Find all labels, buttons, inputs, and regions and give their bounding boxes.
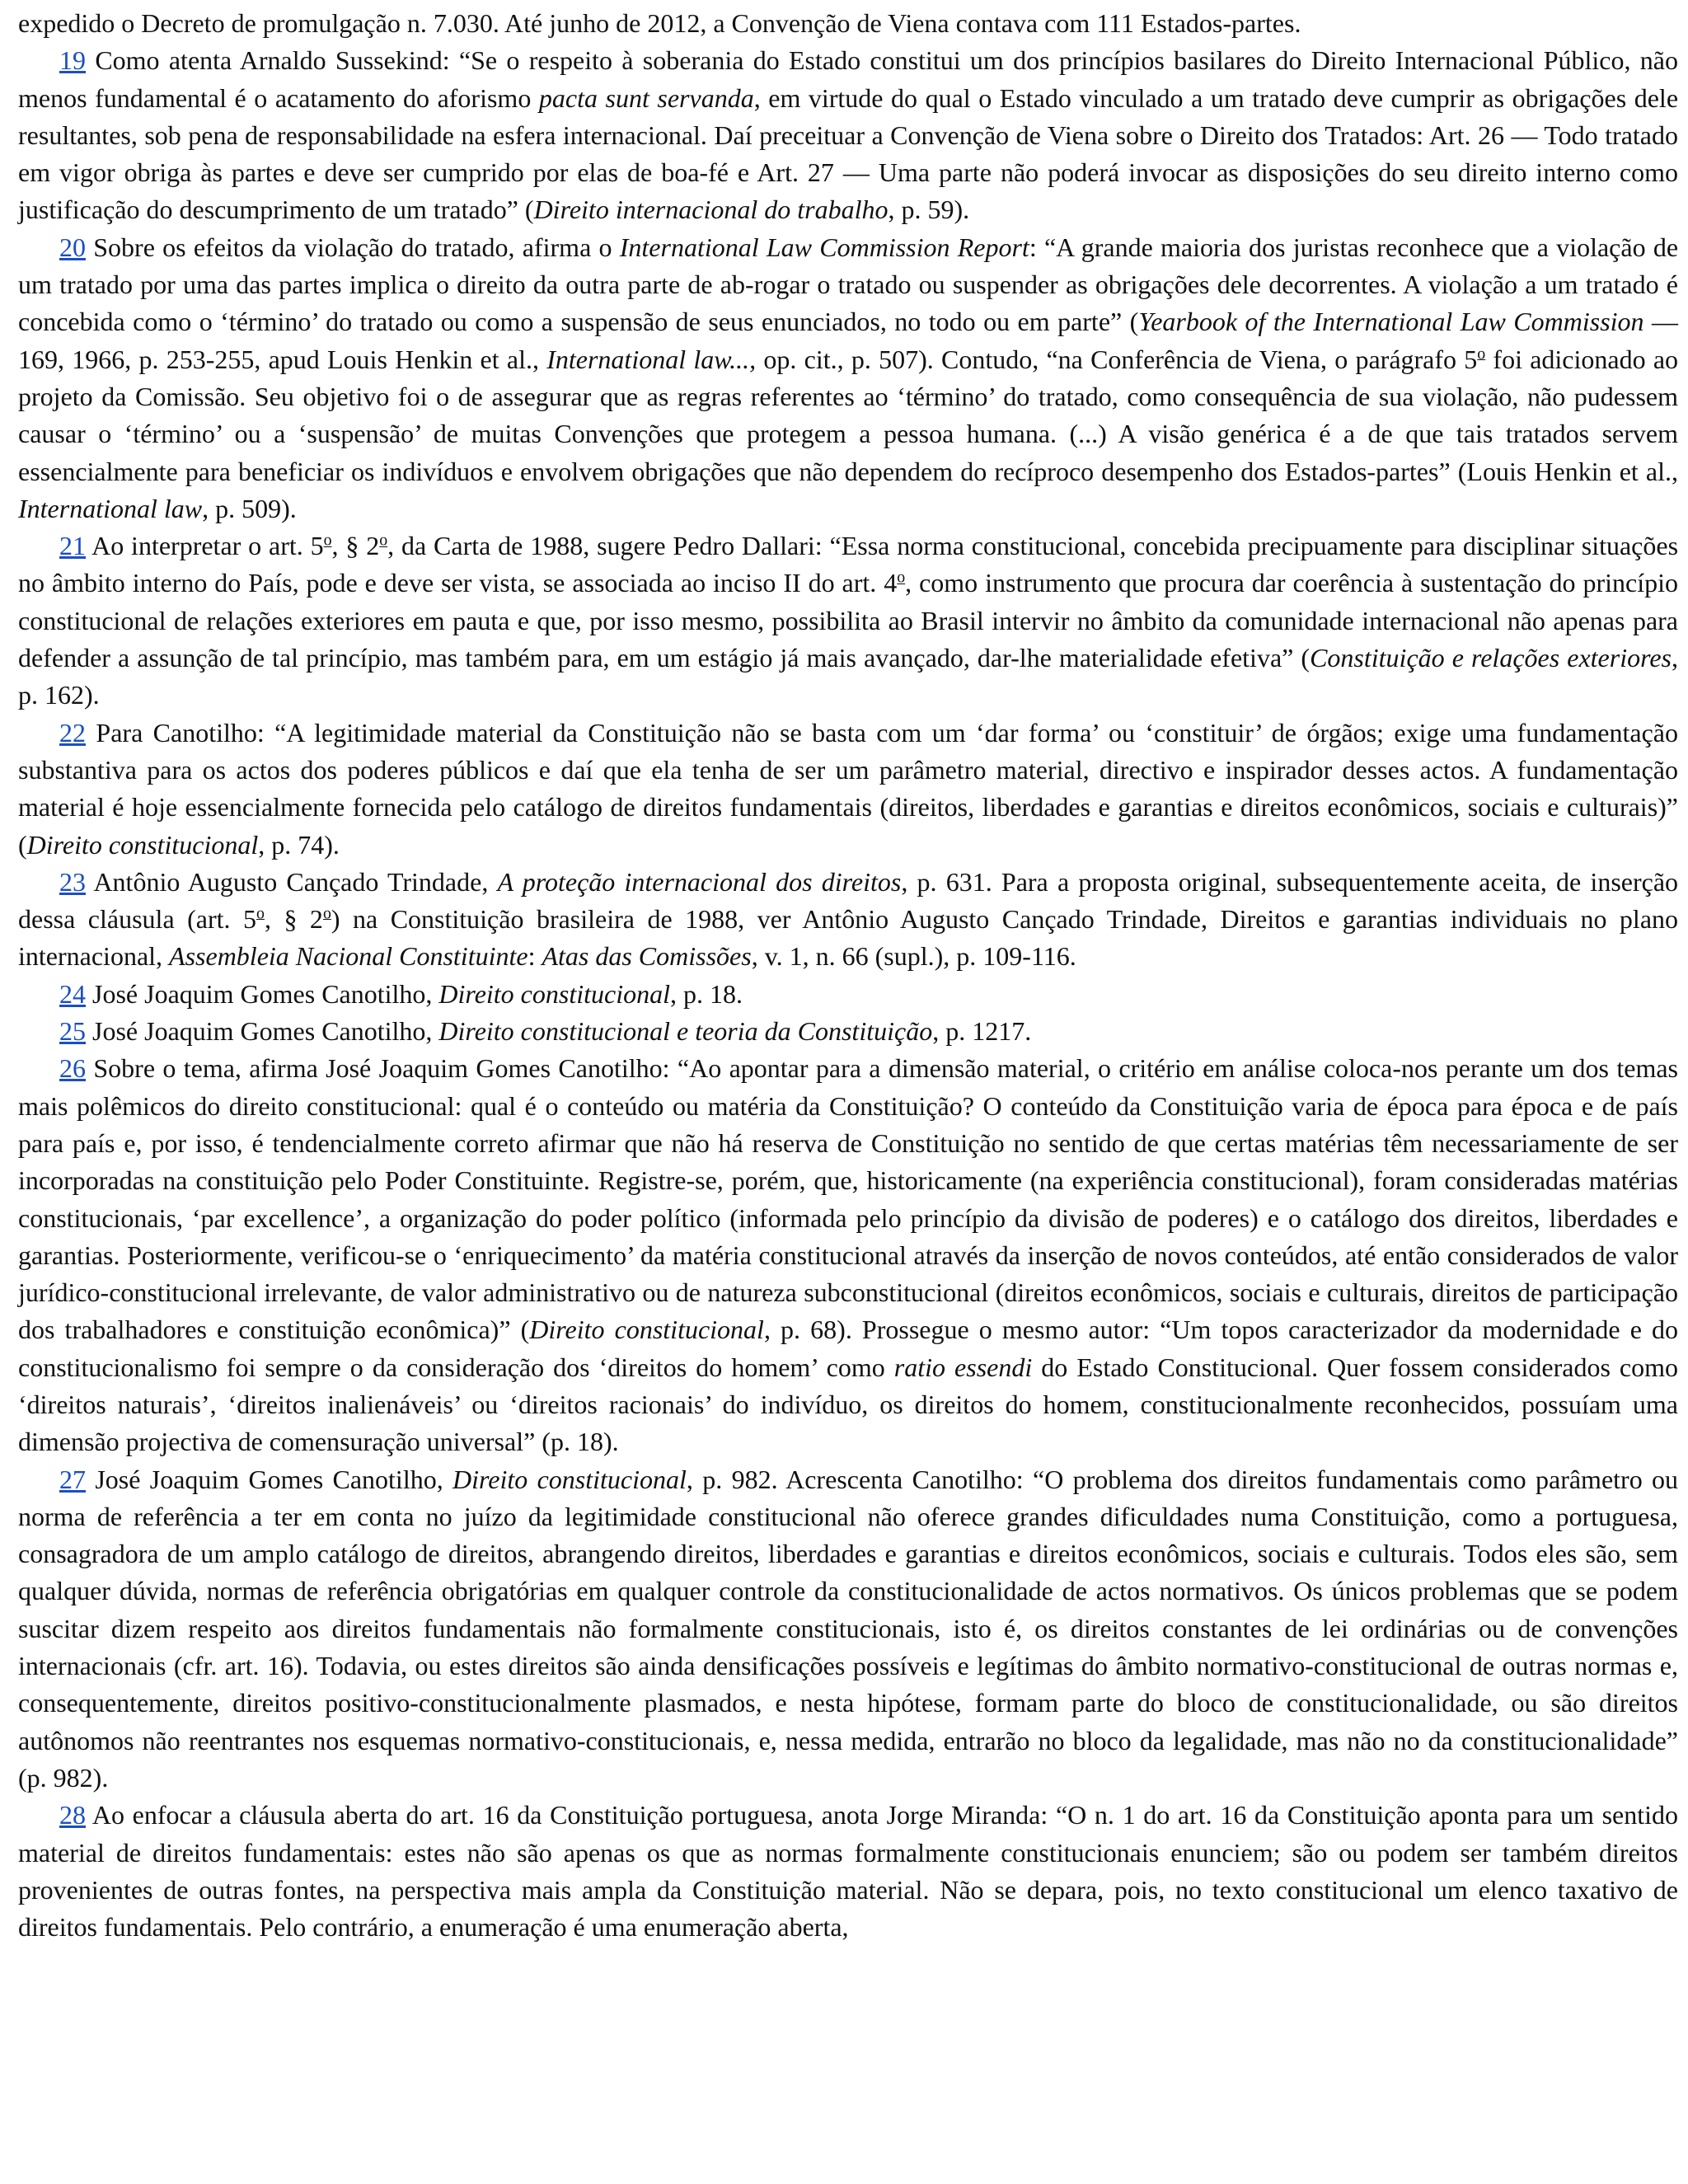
italic-text: International Law Commission Report — [619, 232, 1029, 262]
italic-text: Atas das Comissões — [542, 941, 752, 972]
footnote-22 — [18, 715, 1678, 864]
footnote-text: , v. 1, n. 66 (supl.), p. 109-116. — [751, 941, 1076, 972]
footnote-28 — [18, 1797, 1678, 1946]
footnote-text: , p. 631. Para a proposta original, subsequentemente aceita, de inserção dessa cláusula (art. 5 — [18, 866, 1679, 935]
footnote-text: ) na Constituição brasileira de 1988, ver Antônio Augusto Cançado Trindade, Direitos e garantias individuais no plano internacional, — [18, 904, 1679, 972]
footnote-text: , p. 59). — [888, 194, 970, 225]
footnote-20 — [18, 229, 1678, 527]
footnote-text: foi adicionado ao projeto da Comissão. Seu objetivo foi o de assegurar que as regras referentes ao ‘término’ do tratado, como consequência de sua violação, não pudessem causar o ‘término’ ou a ‘suspensão’ de muitas Convenções que protegem a pessoa humana. (...) A visão genérica é a de que tais tratados servem essencialmente para beneficiar os indivíduos e envolvem obrigações que não dependem do recíproco desempenho dos Estados-partes” (Louis Henkin et al., — [18, 344, 1679, 486]
footnote-24 — [18, 976, 1678, 1013]
footnote-ref-link[interactable]: 22 — [59, 717, 86, 748]
footnote-text: , § 2 — [331, 531, 380, 561]
footnote-text: , em virtude do qual o Estado vinculado a um tratado deve cumprir as obrigações dele resultantes, sob pena de responsabilidade na esfera internacional. Daí preceituar a Convenção de Viena sobre o Direito dos Tratados: Art. 26 — Todo tratado em vigor obriga às partes e deve ser cumprido por elas de boa-fé e Art. 27 — Uma parte não poderá invocar as disposições do seu direito interno como justificação do descumprimento de um tratado” ( — [18, 82, 1679, 225]
footnote-27 — [18, 1461, 1678, 1797]
italic-text: Yearbook of the International Law Commission — [1138, 307, 1644, 337]
footnote-text: — 169, 1966, p. 253-255, apud Louis Henkin et al., — [18, 307, 1679, 374]
italic-text: Direito constitucional — [26, 829, 259, 860]
italic-text: Direito constitucional e teoria da Constituição — [438, 1016, 933, 1047]
footnote-25 — [18, 1013, 1678, 1050]
italic-text: International law..., — [546, 344, 757, 374]
italic-text: Direito constitucional — [452, 1464, 687, 1494]
italic-text: A proteção internacional dos direitos — [497, 866, 902, 897]
footnote-text: Ao interpretar o art. 5 — [91, 531, 324, 561]
ordinal-mark: o — [323, 531, 332, 550]
footnote-text: Sobre os efeitos da violação do tratado, afirma o — [93, 232, 620, 262]
footnote-text: : “A grande maioria dos juristas reconhece que a violação de um tratado por uma das partes implica o direito da outra parte de ab-rogar o tratado ou suspender as obrigações dele decorrentes. A violação a um tratado é concebida como o ‘término’ do tratado ou como a suspensão de seus enunciados, no todo ou em parte” ( — [18, 232, 1679, 337]
footnote-ref-link[interactable]: 20 — [59, 232, 86, 262]
footnote-text: Como atenta Arnaldo Sussekind: “Se o respeito à soberania do Estado constitui um dos princípios basilares do Direito Internacional Público, não menos fundamental é o acatamento do aforismo — [18, 45, 1679, 113]
footnote-ref-link[interactable]: 25 — [59, 1016, 86, 1047]
footnote-ref-link[interactable]: 23 — [59, 866, 86, 897]
footnote-text: do Estado Constitucional. Quer fossem considerados como ‘direitos naturais’, ‘direitos inalienáveis’ ou ‘direitos racionais’ do indivíduo, os direitos do homem, constitucionalmente reconhecidos, possuíam uma dimensão projectiva de comensuração universal” (p. 18). — [18, 1352, 1679, 1457]
ordinal-mark: o — [379, 531, 388, 550]
footnote-ref-link[interactable]: 19 — [59, 45, 86, 76]
footnote-text: , p. 162). — [18, 643, 1679, 710]
footnote-text: Antônio Augusto Cançado Trindade, — [93, 866, 498, 897]
italic-text: ratio essendi — [893, 1352, 1033, 1382]
continuation-text: expedido o Decreto de promulgação n. 7.030. Até junho de 2012, a Convenção de Viena contava com 111 Estados-partes. — [18, 8, 1301, 38]
italic-text: Direito constitucional — [529, 1315, 764, 1345]
footnote-text: José Joaquim Gomes Canotilho, — [95, 1464, 453, 1494]
italic-text: pacta sunt servanda — [538, 82, 754, 113]
footnote-text: José Joaquim Gomes Canotilho, — [92, 978, 439, 1009]
italic-text: Direito internacional do trabalho — [533, 194, 889, 225]
italic-text: International law — [18, 493, 203, 523]
footnote-ref-link[interactable]: 28 — [59, 1800, 86, 1830]
footnote-text: , p. 18. — [669, 978, 743, 1009]
footnote-26 — [18, 1050, 1678, 1460]
footnote-23 — [18, 864, 1678, 976]
ordinal-mark: o — [256, 904, 265, 923]
footnotes-list — [18, 42, 1678, 1946]
footnote-text: , como instrumento que procura dar coerência à sustentação do princípio constitucional de relações exteriores em pauta e que, por isso mesmo, possibilita ao Brasil intervir no âmbito da comunidade internacional não apenas para defender a assunção de tal princípio, mas também para, em um estágio já mais avançado, dar-lhe materialidade efetiva” ( — [18, 568, 1679, 673]
footnote-text: , da Carta de 1988, sugere Pedro Dallari: “Essa norma constitucional, concebida precipuamente para disciplinar situações no âmbito interno do País, pode e deve ser vista, se associada ao inciso II do art. 4 — [18, 531, 1679, 598]
footnote-21 — [18, 527, 1678, 714]
footnote-ref-link[interactable]: 27 — [59, 1464, 86, 1494]
footnote-text: , p. 509). — [202, 493, 297, 523]
footnote-text: , p. 74). — [258, 829, 340, 860]
footnote-text: , p. 68). Prossegue o mesmo autor: “Um topos caracterizador da modernidade e do constitucionalismo foi sempre o da consideração dos ‘direitos do homem’ como — [18, 1315, 1679, 1382]
ordinal-mark: o — [322, 904, 331, 923]
footnote-text: Sobre o tema, afirma José Joaquim Gomes Canotilho: “Ao apontar para a dimensão material, o critério em análise coloca-nos perante um dos temas mais polêmicos do direito constitucional: qual é o conteúdo ou matéria da Constituição? O conteúdo da Constituição varia de época para época e de país para país e, por isso, é tendencialmente correto afirmar que não há reserva de Constituição no sentido de que certas matérias têm necessariamente de ser incorporadas na constituição pelo Poder Constituinte. Registre-se, porém, que, historicamente (na experiência constitucional), foram consideradas matérias constitucionais, ‘par excellence’, a organização do poder político (informada pelo princípio da divisão de poderes) e o catálogo dos direitos, liberdades e garantias. Posteriormente, verificou-se o ‘enriquecimento’ da matéria constitucional através da inserção de novos conteúdos, até então considerados de valor jurídico-constitucional irrelevante, de valor administrativo ou de natureza subconstitucional (direitos econômicos, sociais e culturais, direitos de participação dos trabalhadores e constituição econômica)” ( — [18, 1053, 1678, 1345]
footnote-text: José Joaquim Gomes Canotilho, — [92, 1016, 439, 1047]
ordinal-mark: o — [1477, 344, 1486, 363]
footnote-text: op. cit., p. 507). Contudo, “na Conferência de Viena, o parágrafo 5 — [756, 344, 1478, 374]
footnote-ref-link[interactable]: 24 — [59, 978, 86, 1009]
footnote-text: , p. 1217. — [932, 1016, 1032, 1047]
footnote-text: , p. 982. Acrescenta Canotilho: “O problema dos direitos fundamentais como parâmetro ou norma de referência a ter em conta no juízo da legitimidade constitucional não oferece grandes dificuldades numa Constituição, como a portuguesa, consagradora de um amplo catálogo de direitos, abrangendo direitos, liberdades e garantias e direitos econômicos, sociais e culturais. Todos eles são, sem qualquer dúvida, normas de referência obrigatórias em qualquer controle da constitucionalidade de actos normativos. Os únicos problemas que se podem suscitar dizem respeito aos direitos fundamentais não formalmente constitucionais, isto é, os direitos constantes de lei ordinárias ou de convenções internacionais (cfr. art. 16). Todavia, ou estes direitos são ainda densificações possíveis e legítimas do âmbito normativo-constitucional de outras normas e, consequentemente, direitos positivo-constitucionalmente plasmados, e nesta hipótese, formam parte do bloco de constitucionalidade, ou são direitos autônomos não reentrantes nos esquemas normativo-constitucionais, e, nessa medida, entrarão no bloco da legalidade, mas não no da constitucionalidade” (p. 982). — [18, 1464, 1679, 1793]
italic-text: Assembleia Nacional Constituinte — [169, 941, 528, 972]
footnote-ref-link[interactable]: 26 — [59, 1053, 86, 1084]
footnote-ref-link[interactable]: 21 — [59, 531, 86, 561]
italic-text: Direito constitucional — [438, 978, 670, 1009]
footnote-19 — [18, 42, 1678, 228]
ordinal-mark: o — [897, 568, 906, 587]
italic-text: Constituição e relações exteriores — [1310, 643, 1672, 673]
footnote-text: , § 2 — [264, 904, 323, 935]
footnote-text: Ao enfocar a cláusula aberta do art. 16 da Constituição portuguesa, anota Jorge Miranda: “O n. 1 do art. 16 da Constituição aponta para um sentido material de direitos fundamentais: estes não são apenas os que as normas formalmente constitucionais enunciem; são ou podem ser também direitos provenientes de outras fontes, na perspectiva mais ampla da Constituição material. Não se depara, pois, no texto constitucional um elenco taxativo de direitos fundamentais. Pelo contrário, a enumeração é uma enumeração aberta, — [18, 1800, 1679, 1943]
footnote-text: Para Canotilho: “A legitimidade material da Constituição não se basta com um ‘dar forma’ ou ‘constituir’ de órgãos; exige uma fundamentação substantiva para os actos dos poderes públicos e daí que ela tenha de ser um parâmetro material, directivo e inspirador desses actos. A fundamentação material é hoje essencialmente fornecida pelo catálogo de direitos fundamentais (direitos, liberdades e garantias e direitos econômicos, sociais e culturais)” ( — [18, 717, 1679, 860]
footnote-text: : — [528, 941, 542, 972]
